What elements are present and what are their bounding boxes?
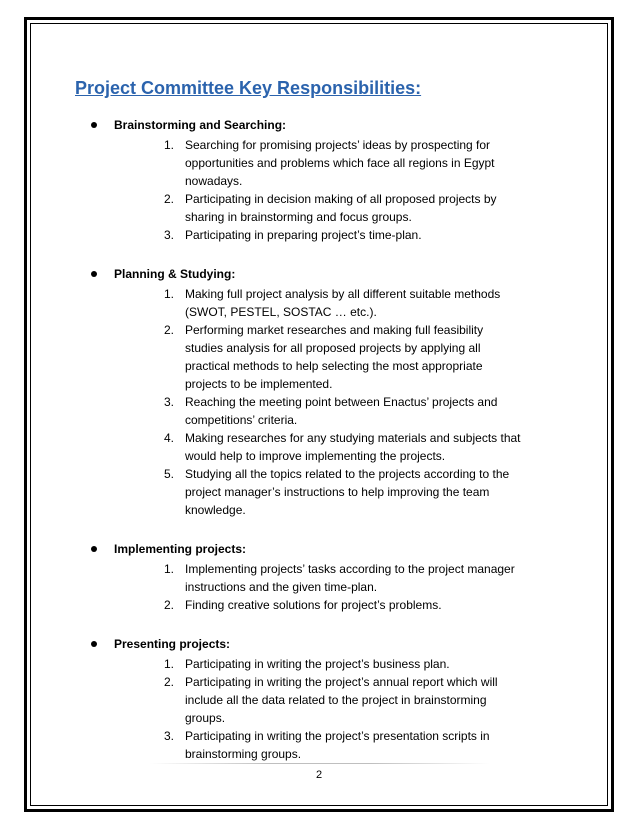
item-number: 3. <box>164 395 175 409</box>
item-text-line: Participating in writing the project’s business plan. <box>185 657 450 671</box>
list-item <box>164 285 576 321</box>
list-item <box>164 465 576 519</box>
item-number: 1. <box>164 287 175 301</box>
item-number: 1. <box>164 562 175 576</box>
responsibility-section <box>86 116 576 244</box>
item-text-line: include all the data related to the project in brainstorming <box>185 693 487 707</box>
responsibility-section <box>86 635 576 763</box>
item-text-line: Making researches for any studying materials and subjects that <box>185 431 521 445</box>
item-text-line: Participating in writing the project’s annual report which will <box>185 675 498 689</box>
list-item <box>164 190 576 226</box>
item-text-line: projects to be implemented. <box>185 377 333 391</box>
list-item <box>164 226 576 244</box>
item-text-line: Implementing projects’ tasks according to the project manager <box>185 562 515 576</box>
item-text-line: (SWOT, PESTEL, SOSTAC … etc.). <box>185 305 377 319</box>
item-number: 2. <box>164 675 175 689</box>
bullet-icon <box>91 271 97 277</box>
item-number: 3. <box>164 228 175 242</box>
section-heading <box>86 635 576 653</box>
numbered-list <box>86 285 576 519</box>
section-heading-text: Brainstorming and Searching: <box>114 118 287 132</box>
bullet-icon <box>91 641 97 647</box>
item-text-line: studies analysis for all proposed projects by applying all <box>185 341 481 355</box>
list-item <box>164 673 576 727</box>
list-item <box>164 560 576 596</box>
numbered-list <box>86 560 576 614</box>
list-item <box>164 136 576 190</box>
item-text-line: competitions’ criteria. <box>185 413 298 427</box>
section-heading-text: Planning & Studying: <box>114 267 236 281</box>
item-number: 3. <box>164 729 175 743</box>
item-text-line: would help to improve implementing the projects. <box>185 449 446 463</box>
item-text-line: project manager’s instructions to help improving the team <box>185 485 490 499</box>
item-text-line: Participating in preparing project’s time-plan. <box>185 228 422 242</box>
list-item <box>164 321 576 393</box>
list-item <box>164 727 576 763</box>
item-number: 2. <box>164 192 175 206</box>
item-number: 1. <box>164 138 175 152</box>
item-text-line: Participating in writing the project’s presentation scripts in <box>185 729 490 743</box>
item-text-line: Reaching the meeting point between Enactus’ projects and <box>185 395 498 409</box>
item-text-line: opportunities and problems which face all regions in Egypt <box>185 156 495 170</box>
item-text-line: Performing market researches and making full feasibility <box>185 323 484 337</box>
item-text-line: Participating in decision making of all proposed projects by <box>185 192 497 206</box>
item-number: 5. <box>164 467 175 481</box>
item-text-line: instructions and the given time-plan. <box>185 580 378 594</box>
item-number: 4. <box>164 431 175 445</box>
list-item <box>164 393 576 429</box>
item-text-line: Searching for promising projects’ ideas by prospecting for <box>185 138 491 152</box>
numbered-list <box>86 655 576 763</box>
numbered-list <box>86 136 576 244</box>
list-item <box>164 655 576 673</box>
responsibilities-list <box>86 116 576 784</box>
item-text-line: knowledge. <box>185 503 246 517</box>
list-item <box>164 596 576 614</box>
bullet-icon <box>91 122 97 128</box>
item-text-line: brainstorming groups. <box>185 747 302 761</box>
footer-divider <box>150 763 490 764</box>
item-text-line: Finding creative solutions for project’s problems. <box>185 598 442 612</box>
page-number: 2 <box>315 769 323 781</box>
responsibility-section <box>86 540 576 614</box>
section-heading <box>86 540 576 558</box>
list-item <box>164 429 576 465</box>
section-heading <box>86 116 576 134</box>
item-text-line: practical methods to help selecting the most appropriate <box>185 359 483 373</box>
item-text-line: nowadays. <box>185 174 243 188</box>
bullet-icon <box>91 546 97 552</box>
section-heading-text: Implementing projects: <box>114 542 247 556</box>
item-text-line: groups. <box>185 711 226 725</box>
item-text-line: Making full project analysis by all different suitable methods <box>185 287 501 301</box>
section-heading-text: Presenting projects: <box>114 637 231 651</box>
item-number: 2. <box>164 598 175 612</box>
page-title: Project Committee Key Responsibilities: <box>75 78 422 98</box>
responsibility-section <box>86 265 576 519</box>
item-number: 1. <box>164 657 175 671</box>
section-heading <box>86 265 576 283</box>
item-text-line: sharing in brainstorming and focus groups. <box>185 210 412 224</box>
item-number: 2. <box>164 323 175 337</box>
item-text-line: Studying all the topics related to the projects according to the <box>185 467 510 481</box>
